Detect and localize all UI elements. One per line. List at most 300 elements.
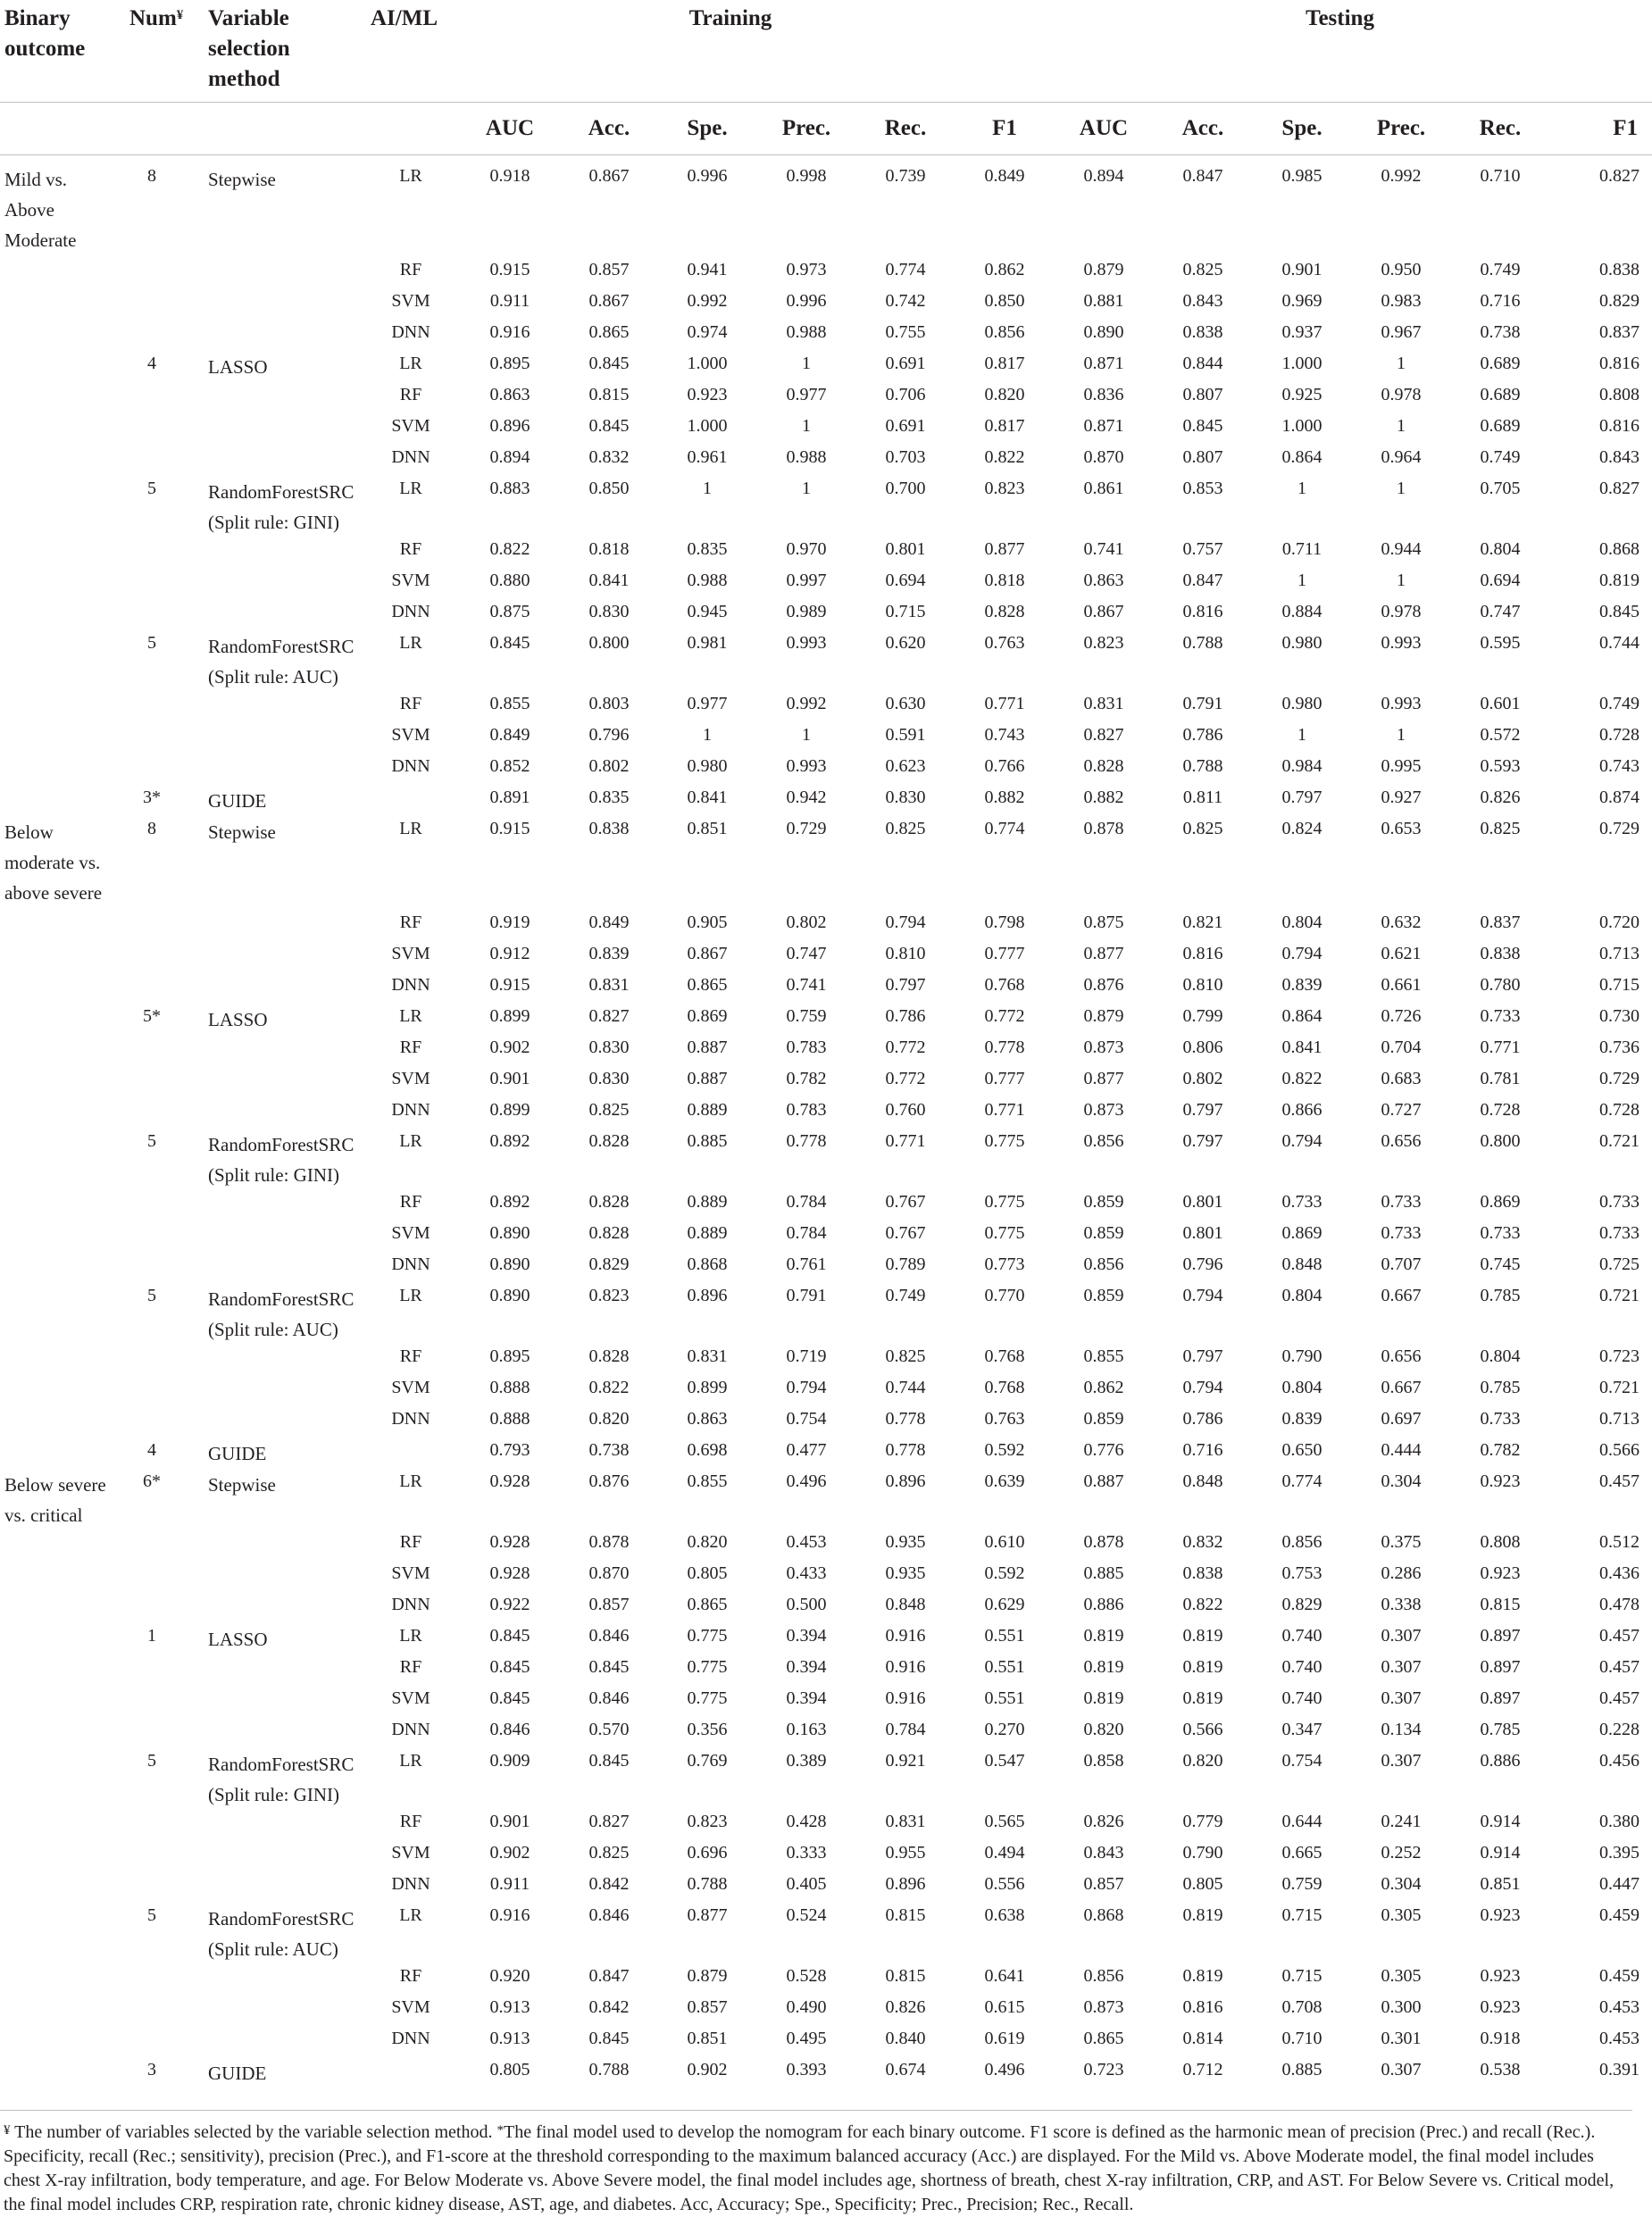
metric-cell: 0.802 [786, 913, 827, 932]
metric-cell: 0.638 [984, 1905, 1025, 1925]
method-cell: RandomForestSRC (Split rule: GINI) [208, 1134, 355, 1186]
metric-cell: 0.879 [687, 1966, 728, 1986]
metric-cell: 0.802 [588, 756, 630, 776]
metric-cell: 0.797 [1182, 1346, 1223, 1366]
metric-cell: 0.698 [687, 1440, 728, 1460]
header-variable-selection: Variable selection method [208, 6, 290, 91]
metric-cell: 0.997 [786, 571, 827, 590]
metric-cell: 0.899 [489, 1100, 530, 1120]
num-cell: 5 [147, 633, 156, 653]
metric-cell: 0.837 [1599, 322, 1640, 342]
metric-cell: 0.877 [984, 539, 1025, 559]
outcome-cell [0, 1004, 121, 1036]
method-cell [183, 538, 362, 569]
metric-cell: 0.902 [489, 1038, 530, 1057]
metric-cell: 0.715 [1281, 1966, 1322, 1986]
method-cell: LASSO [208, 356, 268, 378]
metric-cell: 0.615 [984, 1997, 1025, 2017]
metric-cell: 0.922 [489, 1595, 530, 1614]
model-cell: LR [399, 1905, 422, 1925]
metric-cell: 0.856 [1281, 1532, 1322, 1552]
metric-cell: 0.830 [885, 788, 926, 807]
metric-cell: 0.889 [687, 1100, 728, 1120]
metric-cell: 0.818 [984, 571, 1025, 590]
table-row [0, 164, 1652, 258]
metric-cell: 0.911 [489, 291, 530, 311]
model-cell: RF [399, 260, 422, 279]
metric-cell: 0.304 [1381, 1874, 1422, 1894]
method-cell [183, 1067, 362, 1098]
metric-cell: 0.865 [687, 1595, 728, 1614]
metric-cell: 0.797 [1281, 788, 1322, 807]
metric-cell: 0.882 [1083, 788, 1124, 807]
metric-cell: 0.689 [1480, 354, 1521, 373]
model-cell: RF [399, 1812, 422, 1831]
metric-cell: 0.977 [687, 694, 728, 713]
metric-cell: 0.786 [1182, 725, 1223, 745]
metric-cell: 0.905 [687, 913, 728, 932]
metric-cell: 0.856 [984, 322, 1025, 342]
method-cell: GUIDE [208, 790, 267, 812]
method-cell: LASSO [208, 1629, 268, 1650]
metric-cell: 0.778 [885, 1409, 926, 1429]
metric-cell: 0.845 [1182, 416, 1223, 436]
model-cell: SVM [391, 1223, 430, 1243]
metric-cell: 0.830 [588, 602, 630, 621]
metric-cell: 0.630 [885, 694, 926, 713]
model-cell: LR [399, 479, 422, 498]
method-cell [183, 258, 362, 289]
metric-cell: 0.783 [786, 1038, 827, 1057]
metric-cell: 0.845 [489, 1657, 530, 1677]
num-cell [121, 1655, 183, 1687]
metric-cell: 0.745 [1480, 1254, 1521, 1274]
metric-cell: 0.774 [1281, 1471, 1322, 1491]
outcome-cell [0, 1284, 121, 1345]
metric-cell: 0.825 [588, 1843, 630, 1863]
model-cell: DNN [391, 447, 430, 467]
metric-cell: 0.689 [1480, 416, 1521, 436]
metric-cell: 0.831 [687, 1346, 728, 1366]
metric-cell: 0.866 [1281, 1100, 1322, 1120]
metric-cell: 0.733 [1599, 1192, 1640, 1212]
metric-cell: 0.862 [1083, 1378, 1124, 1397]
metric-cell: 0.754 [786, 1409, 827, 1429]
model-cell: LR [399, 633, 422, 653]
metric-cell: 1 [802, 725, 811, 745]
model-cell: RF [399, 1192, 422, 1212]
metric-cell: 0.920 [489, 1966, 530, 1986]
model-cell: DNN [391, 1409, 430, 1429]
method-cell [183, 1036, 362, 1067]
metric-cell: 0.744 [1599, 633, 1640, 653]
table-row [0, 1036, 1652, 1067]
header-metric: Spe. [1253, 103, 1351, 155]
metric-cell: 0.394 [786, 1657, 827, 1677]
metric-cell: 0.923 [687, 385, 728, 404]
metric-cell: 0.832 [1182, 1532, 1223, 1552]
metric-cell: 0.478 [1599, 1595, 1640, 1614]
metric-cell: 0.887 [687, 1069, 728, 1088]
metric-cell: 0.864 [1281, 447, 1322, 467]
method-cell: RandomForestSRC (Split rule: AUC) [208, 1288, 355, 1340]
metric-cell: 0.650 [1281, 1440, 1322, 1460]
metric-cell: 0.914 [1480, 1812, 1521, 1831]
metric-cell: 0.935 [885, 1563, 926, 1583]
metric-cell: 0.716 [1182, 1440, 1223, 1460]
metric-cell: 0.858 [1083, 1751, 1124, 1771]
outcome-cell [0, 1562, 121, 1593]
num-cell [121, 258, 183, 289]
method-cell [183, 1996, 362, 2027]
metric-cell: 0.864 [1281, 1006, 1322, 1026]
method-cell: RandomForestSRC (Split rule: AUC) [208, 1908, 355, 1960]
metric-cell: 0.453 [1599, 1997, 1640, 2017]
num-cell [121, 1530, 183, 1562]
metric-cell: 0.827 [1599, 166, 1640, 186]
header-metric: Rec. [856, 103, 955, 155]
metric-cell: 0.970 [786, 539, 827, 559]
metric-cell: 0.941 [687, 260, 728, 279]
method-cell [183, 2027, 362, 2058]
metric-cell: 0.803 [588, 694, 630, 713]
metric-cell: 0.915 [489, 260, 530, 279]
metric-cell: 0.867 [588, 166, 630, 186]
metric-cell: 0.870 [1083, 447, 1124, 467]
metric-cell: 0.897 [1480, 1626, 1521, 1646]
outcome-cell [0, 631, 121, 692]
num-cell [121, 1872, 183, 1904]
metric-cell: 0.927 [1381, 788, 1422, 807]
metric-cell: 0.592 [984, 1563, 1025, 1583]
num-cell [121, 1407, 183, 1438]
metric-cell: 0.775 [687, 1688, 728, 1708]
metric-cell: 0.815 [885, 1905, 926, 1925]
metric-cell: 0.736 [1599, 1038, 1640, 1057]
metric-cell: 0.901 [1281, 260, 1322, 279]
metric-cell: 1 [802, 354, 811, 373]
method-cell [183, 1655, 362, 1687]
metric-cell: 1.000 [687, 354, 728, 373]
metric-cell: 0.851 [1480, 1874, 1521, 1894]
metric-cell: 0.819 [1182, 1966, 1223, 1986]
metric-cell: 0.801 [1182, 1192, 1223, 1212]
metric-cell: 0.885 [1281, 2060, 1322, 2079]
metric-cell: 0.816 [1182, 1997, 1223, 2017]
method-cell [183, 973, 362, 1004]
table-row [0, 289, 1652, 321]
metric-cell: 0.878 [1083, 1532, 1124, 1552]
outcome-cell [0, 1841, 121, 1872]
num-cell [121, 1098, 183, 1129]
metric-cell: 0.921 [885, 1751, 926, 1771]
metric-cell: 0.307 [1381, 2060, 1422, 2079]
metric-cell: 0.985 [1281, 166, 1322, 186]
metric-cell: 0.696 [687, 1843, 728, 1863]
metric-cell: 0.804 [1480, 539, 1521, 559]
table-row [0, 1438, 1652, 1470]
metric-cell: 0.835 [588, 788, 630, 807]
metric-cell: 0.784 [786, 1192, 827, 1212]
metric-cell: 0.890 [489, 1286, 530, 1305]
metric-cell: 0.393 [786, 2060, 827, 2079]
method-cell [183, 1562, 362, 1593]
metric-cell: 0.822 [1182, 1595, 1223, 1614]
metric-cell: 0.868 [687, 1254, 728, 1274]
metric-cell: 0.915 [489, 819, 530, 838]
metric-cell: 0.694 [885, 571, 926, 590]
metric-cell: 0.740 [1281, 1626, 1322, 1646]
metric-cell: 0.674 [885, 2060, 926, 2079]
metric-cell: 0.705 [1480, 479, 1521, 498]
metric-cell: 0.791 [1182, 694, 1223, 713]
num-cell [121, 1376, 183, 1407]
model-cell: SVM [391, 1688, 430, 1708]
metric-cell: 0.767 [885, 1192, 926, 1212]
metric-cell: 0.825 [1182, 819, 1223, 838]
metric-cell: 0.797 [885, 975, 926, 995]
metric-cell: 0.828 [588, 1223, 630, 1243]
metric-cell: 0.916 [885, 1626, 926, 1646]
metric-cell: 0.785 [1480, 1286, 1521, 1305]
metric-cell: 0.845 [489, 633, 530, 653]
metric-cell: 0.784 [885, 1720, 926, 1739]
metric-cell: 0.859 [1083, 1409, 1124, 1429]
metric-cell: 0.805 [687, 1563, 728, 1583]
metric-cell: 0.790 [1182, 1843, 1223, 1863]
metric-cell: 0.763 [984, 1409, 1025, 1429]
model-cell: DNN [391, 2029, 430, 2048]
metric-cell: 0.983 [1381, 291, 1422, 311]
metric-cell: 0.964 [1381, 447, 1422, 467]
metric-cell: 0.856 [1083, 1966, 1124, 1986]
metric-cell: 0.815 [1480, 1595, 1521, 1614]
metric-cell: 0.978 [1381, 385, 1422, 404]
metric-cell: 0.916 [885, 1657, 926, 1677]
metric-cell: 1 [1397, 571, 1406, 590]
metric-cell: 0.845 [489, 1626, 530, 1646]
metric-cell: 0.838 [1182, 1563, 1223, 1583]
metric-cell: 0.528 [786, 1966, 827, 1986]
metric-cell: 0.896 [687, 1286, 728, 1305]
metric-cell: 0.500 [786, 1595, 827, 1614]
metric-cell: 0.895 [489, 1346, 530, 1366]
num-cell [121, 446, 183, 477]
num-cell [121, 1253, 183, 1284]
metric-cell: 0.775 [984, 1223, 1025, 1243]
metric-cell: 0.733 [1381, 1192, 1422, 1212]
metric-cell: 0.818 [588, 539, 630, 559]
metric-cell: 0.923 [1480, 1905, 1521, 1925]
metric-cell: 0.394 [786, 1688, 827, 1708]
metric-cell: 0.163 [786, 1720, 827, 1739]
metric-cell: 0.819 [1182, 1657, 1223, 1677]
metric-cell: 1.000 [687, 416, 728, 436]
metric-cell: 0.744 [885, 1378, 926, 1397]
metric-cell: 0.747 [1480, 602, 1521, 621]
table-row [0, 1376, 1652, 1407]
metric-cell: 0.825 [885, 1346, 926, 1366]
footnote [4, 2121, 1627, 2217]
metric-cell: 0.738 [1480, 322, 1521, 342]
metric-cell: 0.895 [489, 354, 530, 373]
metric-cell: 0.877 [1083, 944, 1124, 963]
num-cell [121, 289, 183, 321]
metric-cell: 0.632 [1381, 913, 1422, 932]
metric-cell: 0.865 [588, 322, 630, 342]
header-metric: Acc. [1153, 103, 1253, 155]
outcome-cell [0, 2058, 121, 2089]
table-row [0, 1687, 1652, 1718]
metric-cell: 0.723 [1083, 2060, 1124, 2079]
metric-cell: 0.875 [1083, 913, 1124, 932]
metric-cell: 0.857 [687, 1997, 728, 2017]
metric-cell: 0.993 [786, 633, 827, 653]
outcome-cell [0, 1067, 121, 1098]
metric-cell: 0.456 [1599, 1751, 1640, 1771]
metric-cell: 0.457 [1599, 1471, 1640, 1491]
metric-cell: 0.763 [984, 633, 1025, 653]
metric-cell: 0.728 [1599, 1100, 1640, 1120]
metric-cell: 0.823 [1083, 633, 1124, 653]
outcome-cell [0, 1996, 121, 2027]
metric-cell: 0.619 [984, 2029, 1025, 2048]
model-cell: SVM [391, 1069, 430, 1088]
method-cell [183, 1687, 362, 1718]
metric-cell: 0.768 [984, 1346, 1025, 1366]
table-row [0, 1530, 1652, 1562]
metric-cell: 0.710 [1281, 2029, 1322, 2048]
metric-cell: 0.733 [1480, 1006, 1521, 1026]
method-cell [183, 692, 362, 723]
metric-cell: 0.831 [885, 1812, 926, 1831]
model-cell: DNN [391, 1100, 430, 1120]
metric-cell: 0.804 [1281, 913, 1322, 932]
metric-cell: 0.867 [1083, 602, 1124, 621]
num-cell [121, 692, 183, 723]
metric-cell: 0.134 [1381, 1720, 1422, 1739]
metric-cell: 0.846 [588, 1626, 630, 1646]
metric-cell: 0.794 [1182, 1378, 1223, 1397]
header-aiml: AI/ML [371, 6, 438, 30]
metric-cell: 0.789 [885, 1254, 926, 1274]
table-row [0, 1593, 1652, 1624]
metric-cell: 0.772 [885, 1038, 926, 1057]
method-cell: GUIDE [208, 1443, 267, 1464]
metric-cell: 0.494 [984, 1843, 1025, 1863]
metric-cell: 0.829 [588, 1254, 630, 1274]
metric-cell: 0.820 [588, 1409, 630, 1429]
metric-cell: 0.794 [1182, 1286, 1223, 1305]
metric-cell: 0.712 [1182, 2060, 1223, 2079]
num-cell: 5 [147, 479, 156, 498]
num-cell [121, 1687, 183, 1718]
metric-cell: 0.551 [984, 1657, 1025, 1677]
metric-cell: 0.849 [588, 913, 630, 932]
metric-cell: 0.988 [786, 447, 827, 467]
metric-cell: 0.305 [1381, 1966, 1422, 1986]
num-cell [121, 1718, 183, 1749]
metric-cell: 0.641 [984, 1966, 1025, 1986]
header-row-metrics [0, 103, 1652, 155]
metric-cell: 0.816 [1182, 602, 1223, 621]
metric-cell: 0.867 [687, 944, 728, 963]
metric-cell: 0.708 [1281, 1997, 1322, 2017]
metric-cell: 0.980 [1281, 694, 1322, 713]
table-row [0, 321, 1652, 352]
metric-cell: 0.307 [1381, 1657, 1422, 1677]
metric-cell: 0.741 [786, 975, 827, 995]
model-cell: RF [399, 1038, 422, 1057]
metric-cell: 0.620 [885, 633, 926, 653]
num-cell: 5 [147, 1286, 156, 1305]
metric-cell: 0.923 [1480, 1563, 1521, 1583]
metric-cell: 0.766 [984, 756, 1025, 776]
metric-cell: 0.753 [1281, 1563, 1322, 1583]
outcome-cell [0, 1190, 121, 1221]
metric-cell: 0.857 [588, 1595, 630, 1614]
metric-cell: 0.973 [786, 260, 827, 279]
table-body [0, 164, 1652, 2089]
metric-cell: 0.784 [786, 1223, 827, 1243]
metric-cell: 0.802 [1182, 1069, 1223, 1088]
metric-cell: 0.683 [1381, 1069, 1422, 1088]
metric-cell: 0.823 [984, 479, 1025, 498]
table-row [0, 2058, 1652, 2089]
metric-cell: 0.859 [1083, 1192, 1124, 1212]
metric-cell: 0.796 [588, 725, 630, 745]
metric-cell: 0.759 [786, 1006, 827, 1026]
metric-cell: 0.788 [687, 1874, 728, 1894]
metric-cell: 1 [1297, 479, 1306, 498]
method-cell [183, 1872, 362, 1904]
metric-cell: 0.771 [984, 1100, 1025, 1120]
num-cell [121, 1221, 183, 1253]
metric-cell: 0.879 [1083, 1006, 1124, 1026]
metric-cell: 0.896 [885, 1471, 926, 1491]
metric-cell: 0.819 [1182, 1688, 1223, 1708]
method-cell [183, 1530, 362, 1562]
metric-cell: 0.810 [885, 944, 926, 963]
metric-cell: 0.551 [984, 1688, 1025, 1708]
metric-cell: 0.252 [1381, 1843, 1422, 1863]
metric-cell: 0.436 [1599, 1563, 1640, 1583]
metric-cell: 0.845 [588, 1751, 630, 1771]
num-cell [121, 1036, 183, 1067]
metric-cell: 0.822 [588, 1378, 630, 1397]
metric-cell: 0.928 [489, 1563, 530, 1583]
metric-cell: 0.825 [1182, 260, 1223, 279]
outcome-cell [0, 321, 121, 352]
model-cell: LR [399, 1471, 422, 1491]
metric-cell: 0.785 [1480, 1720, 1521, 1739]
metric-cell: 1 [1397, 416, 1406, 436]
table-row [0, 1067, 1652, 1098]
metric-cell: 0.831 [588, 975, 630, 995]
metric-cell: 0.886 [1480, 1751, 1521, 1771]
metric-cell: 0.841 [588, 571, 630, 590]
method-cell: LASSO [208, 1009, 268, 1030]
outcome-cell [0, 1253, 121, 1284]
metric-cell: 0.592 [984, 1440, 1025, 1460]
yen-mark: ¥ [176, 8, 184, 22]
metric-cell: 0.715 [1599, 975, 1640, 995]
metric-cell: 0.794 [786, 1378, 827, 1397]
metric-cell: 0.770 [984, 1286, 1025, 1305]
model-cell: DNN [391, 322, 430, 342]
outcome-cell [0, 289, 121, 321]
outcome-cell [0, 1438, 121, 1470]
